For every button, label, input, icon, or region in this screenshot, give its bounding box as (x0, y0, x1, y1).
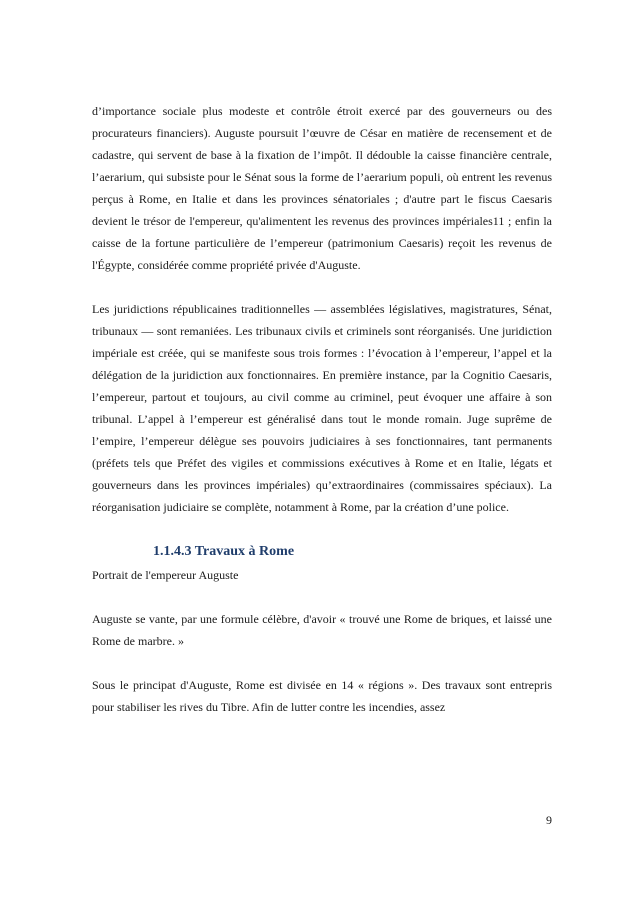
paragraph-regions: Sous le principat d'Auguste, Rome est divisée en 14 « régions ». Des travaux sont entrepris pour stabiliser les rives du Tibre. Afin de lutter contre les incendies, assez (92, 678, 552, 714)
paragraph-rome-marbre: Auguste se vante, par une formule célèbre, d'avoir « trouvé une Rome de briques, et laissé une Rome de marbre. » (92, 612, 552, 648)
paragraph-juridictions: Les juridictions républicaines traditionnelles — assemblées législatives, magistratures, Sénat, tribunaux — sont remaniées. Les tribunaux civils et criminels sont réorganisés. Une juridiction impériale est créée, qui se manifeste sous trois formes : l’évocation à l’empereur, l’appel et la délégation de la juridiction aux fonctionnaires. En première instance, par la Cognitio Caesaris, l’empereur, partout et toujours, au civil comme au criminel, peut évoquer une affaire à son tribunal. L’appel à l’empereur est généralisé dans tout le monde romain. Juge suprême de l’empire, l’empereur délègue ses pouvoirs judiciaires à ses fonctionnaires, tant permanents (préfets tels que Préfet des vigiles et commissions exécutives à Rome et en Italie, légats et gouverneurs dans les provinces impériales) qu’extraordinaires (commissaires spéciaux). La réorganisation judiciaire se complète, notamment à Rome, par la création d’une police. (92, 302, 552, 514)
paragraph-finances: d’importance sociale plus modeste et contrôle étroit exercé par des gouverneurs ou des procurateurs financiers). Auguste poursuit l’œuvre de César en matière de recensement et de cadastre, qui servent de base à la fixation de l’impôt. Il dédouble la caisse financière centrale, l’aerarium, qui subsiste pour le Sénat sous la forme de l’aerarium populi, où entrent les revenus perçus à Rome, en Italie et dans les provinces sénatoriales ; d'autre part le fiscus Caesaris devient le trésor de l'empereur, qu'alimentent les revenus des provinces impériales11 ; enfin la caisse de la fortune particulière de l’empereur (patrimonium Caesaris) reçoit les revenus de l'Égypte, considérée comme propriété privée d'Auguste. (92, 104, 552, 272)
section-heading: 1.1.4.3 Travaux à Rome (153, 544, 295, 559)
image-caption: Portrait de l'empereur Auguste (92, 568, 239, 582)
page-number: 9 (546, 813, 552, 827)
page-body (92, 100, 552, 740)
